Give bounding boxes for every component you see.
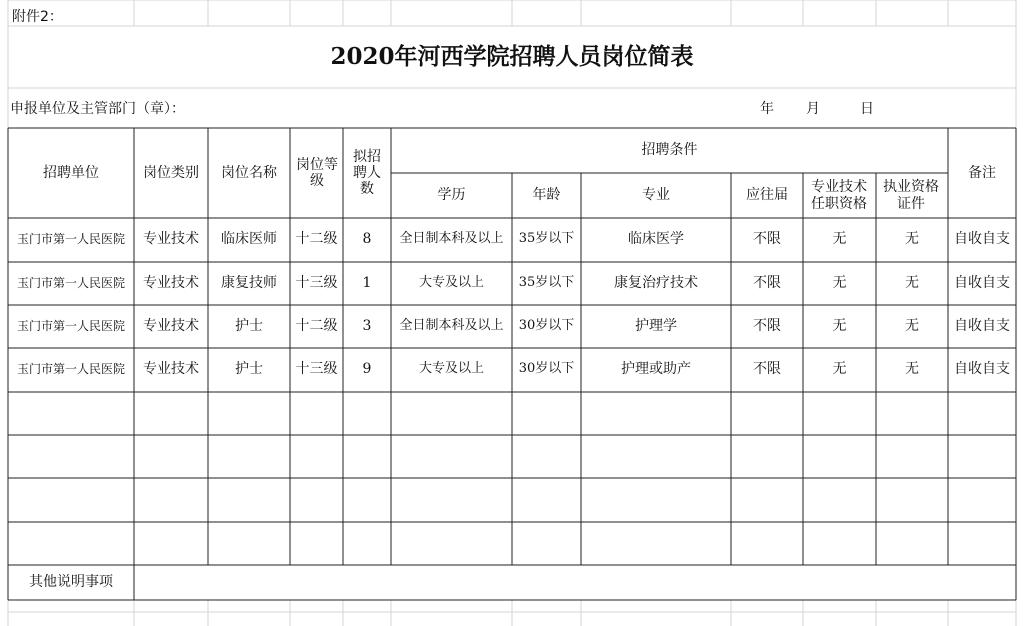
cell-unit: 玉门市第一人民医院 [16,231,125,246]
cell-count: 9 [362,361,372,378]
cell-unit: 玉门市第一人民医院 [16,318,125,333]
cell-category: 专业技术 [143,318,199,335]
cell-tech-qual: 无 [832,275,847,292]
cell-category: 专业技术 [143,361,199,378]
cell-major: 临床医学 [628,231,684,248]
header-remarks: 备注 [968,164,996,181]
cell-age: 35岁以下 [518,275,575,291]
cell-tech-qual: 无 [832,318,847,335]
date-month-label: 月 [806,101,820,117]
cell-fresh-grad: 不限 [753,361,781,378]
cell-remarks: 自收自支 [954,231,1010,248]
header-grade: 岗位等级 [296,156,338,189]
page-title: 2020年河西学院招聘人员岗位简表 [330,43,694,70]
cell-age: 35岁以下 [518,231,575,247]
cell-grade: 十三级 [295,361,338,378]
header-tech-qual: 专业技术任职资格 [811,179,867,212]
header-conditions: 招聘条件 [641,142,698,159]
cell-practice-cert: 无 [905,361,919,378]
cell-fresh-grad: 不限 [753,231,781,248]
cell-count: 3 [362,318,372,335]
cell-unit: 玉门市第一人民医院 [16,275,125,290]
cell-education: 全日制本科及以上 [399,231,504,247]
cell-major: 护理学 [635,318,677,335]
cell-grade: 十三级 [295,275,338,292]
cell-grade: 十二级 [295,231,338,248]
header-position: 岗位名称 [221,164,277,181]
cell-age: 30岁以下 [518,361,575,377]
cell-education: 大专及以上 [418,361,484,377]
cell-education: 大专及以上 [418,275,484,291]
date-day-label: 日 [860,101,874,117]
cell-position: 临床医师 [221,231,277,248]
cell-position: 康复技师 [221,275,277,292]
cell-tech-qual: 无 [832,361,847,378]
header-count: 拟招聘人数 [353,148,381,198]
cell-remarks: 自收自支 [954,318,1010,335]
cell-count: 1 [362,275,372,292]
cell-practice-cert: 无 [905,231,919,248]
cell-count: 8 [362,231,372,248]
header-practice-cert: 执业资格证件 [883,179,939,212]
cell-major: 护理或助产 [621,361,691,378]
cell-education: 全日制本科及以上 [399,318,504,334]
header-age: 年龄 [532,187,561,204]
header-fresh-grad: 应往届 [746,187,788,204]
cell-tech-qual: 无 [832,231,847,248]
date-year-label: 年 [760,101,774,117]
cell-major: 康复治疗技术 [614,275,698,292]
cell-fresh-grad: 不限 [753,318,781,335]
cell-fresh-grad: 不限 [753,275,781,292]
footer-label: 其他说明事项 [29,574,113,591]
attachment-label: 附件2： [12,9,63,25]
cell-age: 30岁以下 [518,318,575,334]
cell-grade: 十二级 [295,318,338,335]
cell-practice-cert: 无 [905,318,919,335]
cell-category: 专业技术 [143,275,199,292]
header-unit: 招聘单位 [43,164,99,181]
cell-unit: 玉门市第一人民医院 [16,361,125,376]
header-education: 学历 [437,187,466,204]
cell-category: 专业技术 [143,231,199,248]
header-category: 岗位类别 [143,164,199,181]
cell-remarks: 自收自支 [954,361,1010,378]
reporting-unit-label: 申报单位及主管部门（章）： [10,101,185,117]
header-major: 专业 [642,187,670,204]
cell-position: 护士 [235,318,263,335]
cell-remarks: 自收自支 [954,275,1010,292]
cell-position: 护士 [235,361,263,378]
cell-practice-cert: 无 [905,275,919,292]
